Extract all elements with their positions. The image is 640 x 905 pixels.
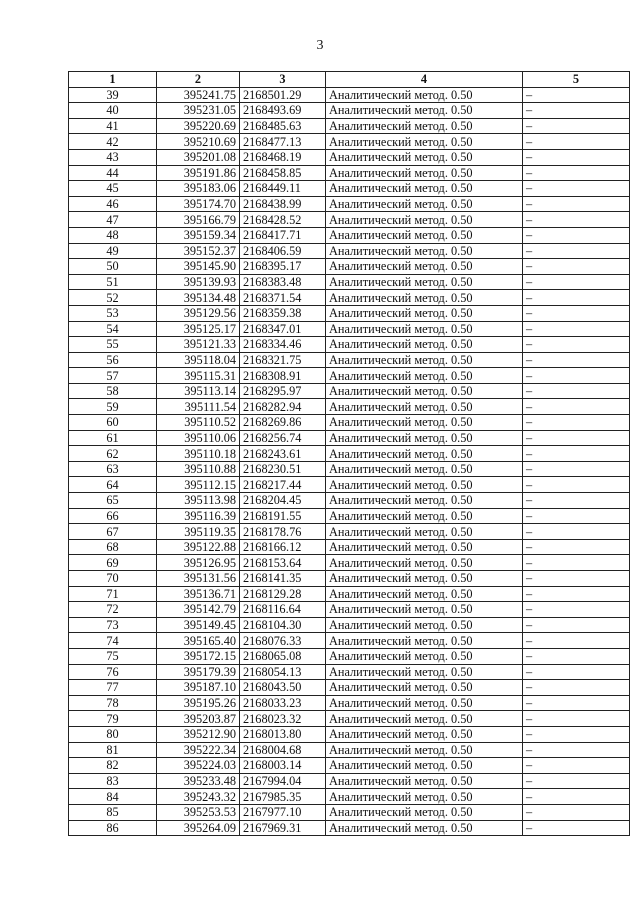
table-body (69, 87, 630, 836)
x-coordinate-cell: 395253.53 (157, 804, 240, 820)
x-coordinate-cell: 395203.87 (157, 711, 240, 727)
table-row (69, 804, 630, 820)
x-coordinate-cell: 395210.69 (157, 134, 240, 150)
table-row (69, 415, 630, 431)
point-number-cell: 68 (69, 539, 157, 555)
y-coordinate-cell: 2168321.75 (240, 352, 326, 368)
y-coordinate-cell: 2168033.23 (240, 695, 326, 711)
method-cell: Аналитический метод. 0.50 (326, 337, 523, 353)
y-coordinate-cell: 2168428.52 (240, 212, 326, 228)
point-number-cell: 43 (69, 149, 157, 165)
point-number-cell: 41 (69, 118, 157, 134)
point-number-cell: 69 (69, 555, 157, 571)
table-row (69, 368, 630, 384)
column-header: 2 (157, 72, 240, 88)
table-row (69, 243, 630, 259)
method-cell: Аналитический метод. 0.50 (326, 165, 523, 181)
x-coordinate-cell: 395112.15 (157, 477, 240, 493)
y-coordinate-cell: 2168359.38 (240, 305, 326, 321)
point-number-cell: 51 (69, 274, 157, 290)
y-coordinate-cell: 2168449.11 (240, 181, 326, 197)
method-cell: Аналитический метод. 0.50 (326, 633, 523, 649)
y-coordinate-cell: 2168493.69 (240, 103, 326, 119)
table-row (69, 586, 630, 602)
method-cell: Аналитический метод. 0.50 (326, 571, 523, 587)
method-cell: Аналитический метод. 0.50 (326, 726, 523, 742)
x-coordinate-cell: 395183.06 (157, 181, 240, 197)
note-cell: – (523, 337, 630, 353)
table-row (69, 149, 630, 165)
x-coordinate-cell: 395129.56 (157, 305, 240, 321)
method-cell: Аналитический метод. 0.50 (326, 181, 523, 197)
x-coordinate-cell: 395172.15 (157, 648, 240, 664)
x-coordinate-cell: 395121.33 (157, 337, 240, 353)
method-cell: Аналитический метод. 0.50 (326, 274, 523, 290)
method-cell: Аналитический метод. 0.50 (326, 87, 523, 103)
method-cell: Аналитический метод. 0.50 (326, 820, 523, 836)
table-row (69, 383, 630, 399)
y-coordinate-cell: 2168347.01 (240, 321, 326, 337)
x-coordinate-cell: 395243.32 (157, 789, 240, 805)
x-coordinate-cell: 395110.52 (157, 415, 240, 431)
x-coordinate-cell: 395231.05 (157, 103, 240, 119)
note-cell: – (523, 664, 630, 680)
point-number-cell: 50 (69, 259, 157, 275)
point-number-cell: 82 (69, 758, 157, 774)
y-coordinate-cell: 2168243.61 (240, 446, 326, 462)
note-cell: – (523, 118, 630, 134)
y-coordinate-cell: 2168458.85 (240, 165, 326, 181)
y-coordinate-cell: 2168166.12 (240, 539, 326, 555)
x-coordinate-cell: 395224.03 (157, 758, 240, 774)
y-coordinate-cell: 2168141.35 (240, 571, 326, 587)
column-header: 4 (326, 72, 523, 88)
point-number-cell: 85 (69, 804, 157, 820)
point-number-cell: 67 (69, 524, 157, 540)
y-coordinate-cell: 2168065.08 (240, 648, 326, 664)
point-number-cell: 80 (69, 726, 157, 742)
y-coordinate-cell: 2168269.86 (240, 415, 326, 431)
method-cell: Аналитический метод. 0.50 (326, 430, 523, 446)
point-number-cell: 84 (69, 789, 157, 805)
note-cell: – (523, 804, 630, 820)
point-number-cell: 77 (69, 680, 157, 696)
method-cell: Аналитический метод. 0.50 (326, 259, 523, 275)
x-coordinate-cell: 395113.98 (157, 493, 240, 509)
point-number-cell: 47 (69, 212, 157, 228)
method-cell: Аналитический метод. 0.50 (326, 103, 523, 119)
x-coordinate-cell: 395222.34 (157, 742, 240, 758)
method-cell: Аналитический метод. 0.50 (326, 368, 523, 384)
table-row (69, 274, 630, 290)
table-header-row (69, 72, 630, 88)
point-number-cell: 79 (69, 711, 157, 727)
note-cell: – (523, 508, 630, 524)
x-coordinate-cell: 395201.08 (157, 149, 240, 165)
method-cell: Аналитический метод. 0.50 (326, 680, 523, 696)
x-coordinate-cell: 395110.18 (157, 446, 240, 462)
method-cell: Аналитический метод. 0.50 (326, 524, 523, 540)
note-cell: – (523, 259, 630, 275)
point-number-cell: 59 (69, 399, 157, 415)
y-coordinate-cell: 2168501.29 (240, 87, 326, 103)
x-coordinate-cell: 395119.35 (157, 524, 240, 540)
table-row (69, 664, 630, 680)
table-row (69, 446, 630, 462)
y-coordinate-cell: 2168485.63 (240, 118, 326, 134)
table-row (69, 430, 630, 446)
table-row (69, 789, 630, 805)
y-coordinate-cell: 2168334.46 (240, 337, 326, 353)
coordinates-table (68, 71, 630, 836)
y-coordinate-cell: 2168204.45 (240, 493, 326, 509)
table-row (69, 508, 630, 524)
note-cell: – (523, 602, 630, 618)
y-coordinate-cell: 2168004.68 (240, 742, 326, 758)
note-cell: – (523, 352, 630, 368)
y-coordinate-cell: 2168178.76 (240, 524, 326, 540)
note-cell: – (523, 305, 630, 321)
method-cell: Аналитический метод. 0.50 (326, 617, 523, 633)
x-coordinate-cell: 395111.54 (157, 399, 240, 415)
point-number-cell: 62 (69, 446, 157, 462)
note-cell: – (523, 586, 630, 602)
x-coordinate-cell: 395212.90 (157, 726, 240, 742)
table-row (69, 399, 630, 415)
note-cell: – (523, 415, 630, 431)
point-number-cell: 78 (69, 695, 157, 711)
method-cell: Аналитический метод. 0.50 (326, 773, 523, 789)
page-number: 3 (316, 38, 324, 53)
method-cell: Аналитический метод. 0.50 (326, 196, 523, 212)
note-cell: – (523, 134, 630, 150)
x-coordinate-cell: 395110.88 (157, 461, 240, 477)
table-row (69, 134, 630, 150)
table-row (69, 227, 630, 243)
note-cell: – (523, 711, 630, 727)
note-cell: – (523, 149, 630, 165)
x-coordinate-cell: 395149.45 (157, 617, 240, 633)
method-cell: Аналитический метод. 0.50 (326, 555, 523, 571)
point-number-cell: 61 (69, 430, 157, 446)
method-cell: Аналитический метод. 0.50 (326, 243, 523, 259)
method-cell: Аналитический метод. 0.50 (326, 227, 523, 243)
note-cell: – (523, 196, 630, 212)
y-coordinate-cell: 2168076.33 (240, 633, 326, 649)
note-cell: – (523, 446, 630, 462)
method-cell: Аналитический метод. 0.50 (326, 789, 523, 805)
table-row (69, 103, 630, 119)
point-number-cell: 63 (69, 461, 157, 477)
x-coordinate-cell: 395264.09 (157, 820, 240, 836)
point-number-cell: 44 (69, 165, 157, 181)
note-cell: – (523, 103, 630, 119)
note-cell: – (523, 742, 630, 758)
method-cell: Аналитический метод. 0.50 (326, 477, 523, 493)
method-cell: Аналитический метод. 0.50 (326, 758, 523, 774)
table-row (69, 259, 630, 275)
note-cell: – (523, 430, 630, 446)
point-number-cell: 45 (69, 181, 157, 197)
table-row (69, 539, 630, 555)
note-cell: – (523, 368, 630, 384)
x-coordinate-cell: 395220.69 (157, 118, 240, 134)
y-coordinate-cell: 2168395.17 (240, 259, 326, 275)
point-number-cell: 73 (69, 617, 157, 633)
point-number-cell: 83 (69, 773, 157, 789)
y-coordinate-cell: 2168191.55 (240, 508, 326, 524)
method-cell: Аналитический метод. 0.50 (326, 321, 523, 337)
point-number-cell: 58 (69, 383, 157, 399)
note-cell: – (523, 321, 630, 337)
x-coordinate-cell: 395165.40 (157, 633, 240, 649)
table-row (69, 212, 630, 228)
y-coordinate-cell: 2168230.51 (240, 461, 326, 477)
note-cell: – (523, 165, 630, 181)
y-coordinate-cell: 2168417.71 (240, 227, 326, 243)
x-coordinate-cell: 395174.70 (157, 196, 240, 212)
x-coordinate-cell: 395126.95 (157, 555, 240, 571)
x-coordinate-cell: 395110.06 (157, 430, 240, 446)
table-row (69, 196, 630, 212)
method-cell: Аналитический метод. 0.50 (326, 134, 523, 150)
y-coordinate-cell: 2168104.30 (240, 617, 326, 633)
x-coordinate-cell: 395125.17 (157, 321, 240, 337)
method-cell: Аналитический метод. 0.50 (326, 804, 523, 820)
table-row (69, 726, 630, 742)
note-cell: – (523, 555, 630, 571)
y-coordinate-cell: 2168383.48 (240, 274, 326, 290)
point-number-cell: 76 (69, 664, 157, 680)
method-cell: Аналитический метод. 0.50 (326, 446, 523, 462)
y-coordinate-cell: 2168153.64 (240, 555, 326, 571)
note-cell: – (523, 633, 630, 649)
note-cell: – (523, 87, 630, 103)
table-row (69, 493, 630, 509)
table-row (69, 820, 630, 836)
y-coordinate-cell: 2168013.80 (240, 726, 326, 742)
note-cell: – (523, 617, 630, 633)
point-number-cell: 81 (69, 742, 157, 758)
table-row (69, 602, 630, 618)
point-number-cell: 72 (69, 602, 157, 618)
note-cell: – (523, 290, 630, 306)
note-cell: – (523, 181, 630, 197)
point-number-cell: 39 (69, 87, 157, 103)
method-cell: Аналитический метод. 0.50 (326, 742, 523, 758)
table-row (69, 305, 630, 321)
table-row (69, 321, 630, 337)
note-cell: – (523, 648, 630, 664)
table-row (69, 461, 630, 477)
point-number-cell: 54 (69, 321, 157, 337)
column-header: 1 (69, 72, 157, 88)
method-cell: Аналитический метод. 0.50 (326, 602, 523, 618)
point-number-cell: 74 (69, 633, 157, 649)
y-coordinate-cell: 2168256.74 (240, 430, 326, 446)
table-row (69, 617, 630, 633)
method-cell: Аналитический метод. 0.50 (326, 149, 523, 165)
note-cell: – (523, 243, 630, 259)
note-cell: – (523, 524, 630, 540)
method-cell: Аналитический метод. 0.50 (326, 352, 523, 368)
table-row (69, 633, 630, 649)
y-coordinate-cell: 2167994.04 (240, 773, 326, 789)
x-coordinate-cell: 395142.79 (157, 602, 240, 618)
method-cell: Аналитический метод. 0.50 (326, 383, 523, 399)
method-cell: Аналитический метод. 0.50 (326, 305, 523, 321)
x-coordinate-cell: 395145.90 (157, 259, 240, 275)
x-coordinate-cell: 395113.14 (157, 383, 240, 399)
note-cell: – (523, 539, 630, 555)
x-coordinate-cell: 395152.37 (157, 243, 240, 259)
column-header: 5 (523, 72, 630, 88)
note-cell: – (523, 789, 630, 805)
x-coordinate-cell: 395241.75 (157, 87, 240, 103)
x-coordinate-cell: 395159.34 (157, 227, 240, 243)
table-row (69, 352, 630, 368)
method-cell: Аналитический метод. 0.50 (326, 290, 523, 306)
x-coordinate-cell: 395233.48 (157, 773, 240, 789)
table-row (69, 680, 630, 696)
table-row (69, 181, 630, 197)
x-coordinate-cell: 395115.31 (157, 368, 240, 384)
y-coordinate-cell: 2168438.99 (240, 196, 326, 212)
table-row (69, 695, 630, 711)
table-row (69, 571, 630, 587)
point-number-cell: 46 (69, 196, 157, 212)
note-cell: – (523, 680, 630, 696)
note-cell: – (523, 820, 630, 836)
point-number-cell: 56 (69, 352, 157, 368)
note-cell: – (523, 461, 630, 477)
method-cell: Аналитический метод. 0.50 (326, 118, 523, 134)
method-cell: Аналитический метод. 0.50 (326, 212, 523, 228)
y-coordinate-cell: 2168295.97 (240, 383, 326, 399)
x-coordinate-cell: 395187.10 (157, 680, 240, 696)
y-coordinate-cell: 2168054.13 (240, 664, 326, 680)
point-number-cell: 53 (69, 305, 157, 321)
x-coordinate-cell: 395139.93 (157, 274, 240, 290)
point-number-cell: 64 (69, 477, 157, 493)
table-row (69, 165, 630, 181)
x-coordinate-cell: 395136.71 (157, 586, 240, 602)
point-number-cell: 48 (69, 227, 157, 243)
y-coordinate-cell: 2168003.14 (240, 758, 326, 774)
x-coordinate-cell: 395166.79 (157, 212, 240, 228)
point-number-cell: 42 (69, 134, 157, 150)
x-coordinate-cell: 395118.04 (157, 352, 240, 368)
point-number-cell: 40 (69, 103, 157, 119)
y-coordinate-cell: 2168371.54 (240, 290, 326, 306)
point-number-cell: 49 (69, 243, 157, 259)
table-row (69, 118, 630, 134)
table-row (69, 758, 630, 774)
x-coordinate-cell: 395122.88 (157, 539, 240, 555)
x-coordinate-cell: 395195.26 (157, 695, 240, 711)
table-row (69, 773, 630, 789)
note-cell: – (523, 399, 630, 415)
y-coordinate-cell: 2167977.10 (240, 804, 326, 820)
note-cell: – (523, 383, 630, 399)
point-number-cell: 57 (69, 368, 157, 384)
note-cell: – (523, 726, 630, 742)
point-number-cell: 71 (69, 586, 157, 602)
y-coordinate-cell: 2168477.13 (240, 134, 326, 150)
table-row (69, 477, 630, 493)
point-number-cell: 70 (69, 571, 157, 587)
y-coordinate-cell: 2168116.64 (240, 602, 326, 618)
method-cell: Аналитический метод. 0.50 (326, 664, 523, 680)
table-row (69, 742, 630, 758)
note-cell: – (523, 212, 630, 228)
note-cell: – (523, 758, 630, 774)
point-number-cell: 66 (69, 508, 157, 524)
note-cell: – (523, 227, 630, 243)
y-coordinate-cell: 2168468.19 (240, 149, 326, 165)
y-coordinate-cell: 2168308.91 (240, 368, 326, 384)
x-coordinate-cell: 395116.39 (157, 508, 240, 524)
y-coordinate-cell: 2168217.44 (240, 477, 326, 493)
note-cell: – (523, 274, 630, 290)
point-number-cell: 75 (69, 648, 157, 664)
table-row (69, 337, 630, 353)
method-cell: Аналитический метод. 0.50 (326, 461, 523, 477)
y-coordinate-cell: 2168023.32 (240, 711, 326, 727)
note-cell: – (523, 695, 630, 711)
method-cell: Аналитический метод. 0.50 (326, 539, 523, 555)
column-header: 3 (240, 72, 326, 88)
method-cell: Аналитический метод. 0.50 (326, 508, 523, 524)
table-row (69, 87, 630, 103)
point-number-cell: 65 (69, 493, 157, 509)
note-cell: – (523, 493, 630, 509)
method-cell: Аналитический метод. 0.50 (326, 415, 523, 431)
method-cell: Аналитический метод. 0.50 (326, 399, 523, 415)
table-row (69, 648, 630, 664)
y-coordinate-cell: 2167969.31 (240, 820, 326, 836)
table-row (69, 711, 630, 727)
point-number-cell: 60 (69, 415, 157, 431)
y-coordinate-cell: 2168129.28 (240, 586, 326, 602)
x-coordinate-cell: 395179.39 (157, 664, 240, 680)
method-cell: Аналитический метод. 0.50 (326, 493, 523, 509)
y-coordinate-cell: 2167985.35 (240, 789, 326, 805)
note-cell: – (523, 477, 630, 493)
point-number-cell: 52 (69, 290, 157, 306)
x-coordinate-cell: 395191.86 (157, 165, 240, 181)
table-row (69, 555, 630, 571)
method-cell: Аналитический метод. 0.50 (326, 695, 523, 711)
note-cell: – (523, 571, 630, 587)
y-coordinate-cell: 2168406.59 (240, 243, 326, 259)
table-row (69, 524, 630, 540)
y-coordinate-cell: 2168043.50 (240, 680, 326, 696)
point-number-cell: 55 (69, 337, 157, 353)
x-coordinate-cell: 395134.48 (157, 290, 240, 306)
table-row (69, 290, 630, 306)
x-coordinate-cell: 395131.56 (157, 571, 240, 587)
method-cell: Аналитический метод. 0.50 (326, 711, 523, 727)
method-cell: Аналитический метод. 0.50 (326, 648, 523, 664)
point-number-cell: 86 (69, 820, 157, 836)
y-coordinate-cell: 2168282.94 (240, 399, 326, 415)
method-cell: Аналитический метод. 0.50 (326, 586, 523, 602)
note-cell: – (523, 773, 630, 789)
